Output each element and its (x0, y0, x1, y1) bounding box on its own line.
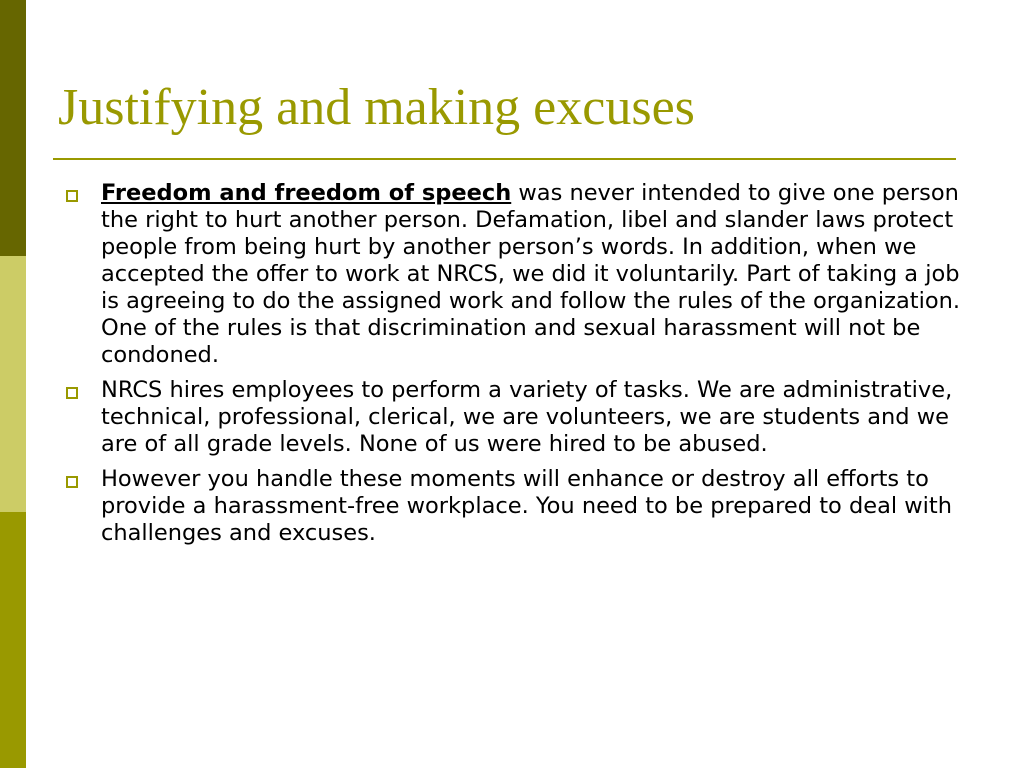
bullet-text: NRCS hires employees to perform a variety of tasks. We are administrative, technical, professional, clerical, we are volunteers, we are students and we are of all grade levels. None of us were hired to be abused. (101, 377, 953, 457)
square-bullet-icon (66, 190, 78, 202)
square-bullet-icon (66, 387, 78, 399)
title-divider (53, 158, 956, 160)
side-bar-light (0, 256, 26, 512)
bullet-item (66, 180, 976, 369)
bullet-text: was never intended to give one person the right to hurt another person. Defamation, libel and slander laws protect people from being hurt by another person’s words. In addition, when we accepted the offer to work at NRCS, we did it voluntarily. Part of taking a job is agreeing to do the assigned work and follow the rules of the organization. One of the rules is that discrimination and sexual harassment will not be condoned. (101, 180, 961, 368)
bullet-list (66, 180, 976, 555)
side-bar-dark (0, 0, 26, 256)
bullet-item (66, 377, 976, 458)
square-bullet-icon (66, 476, 78, 488)
side-bar-medium (0, 512, 26, 768)
slide-title: Justifying and making excuses (58, 79, 695, 136)
bullet-item (66, 466, 976, 547)
bullet-emphasis: Freedom and freedom of speech (101, 180, 512, 206)
bullet-text: However you handle these moments will enhance or destroy all efforts to provide a harassment-free workplace. You need to be prepared to deal with challenges and excuses. (101, 466, 952, 546)
